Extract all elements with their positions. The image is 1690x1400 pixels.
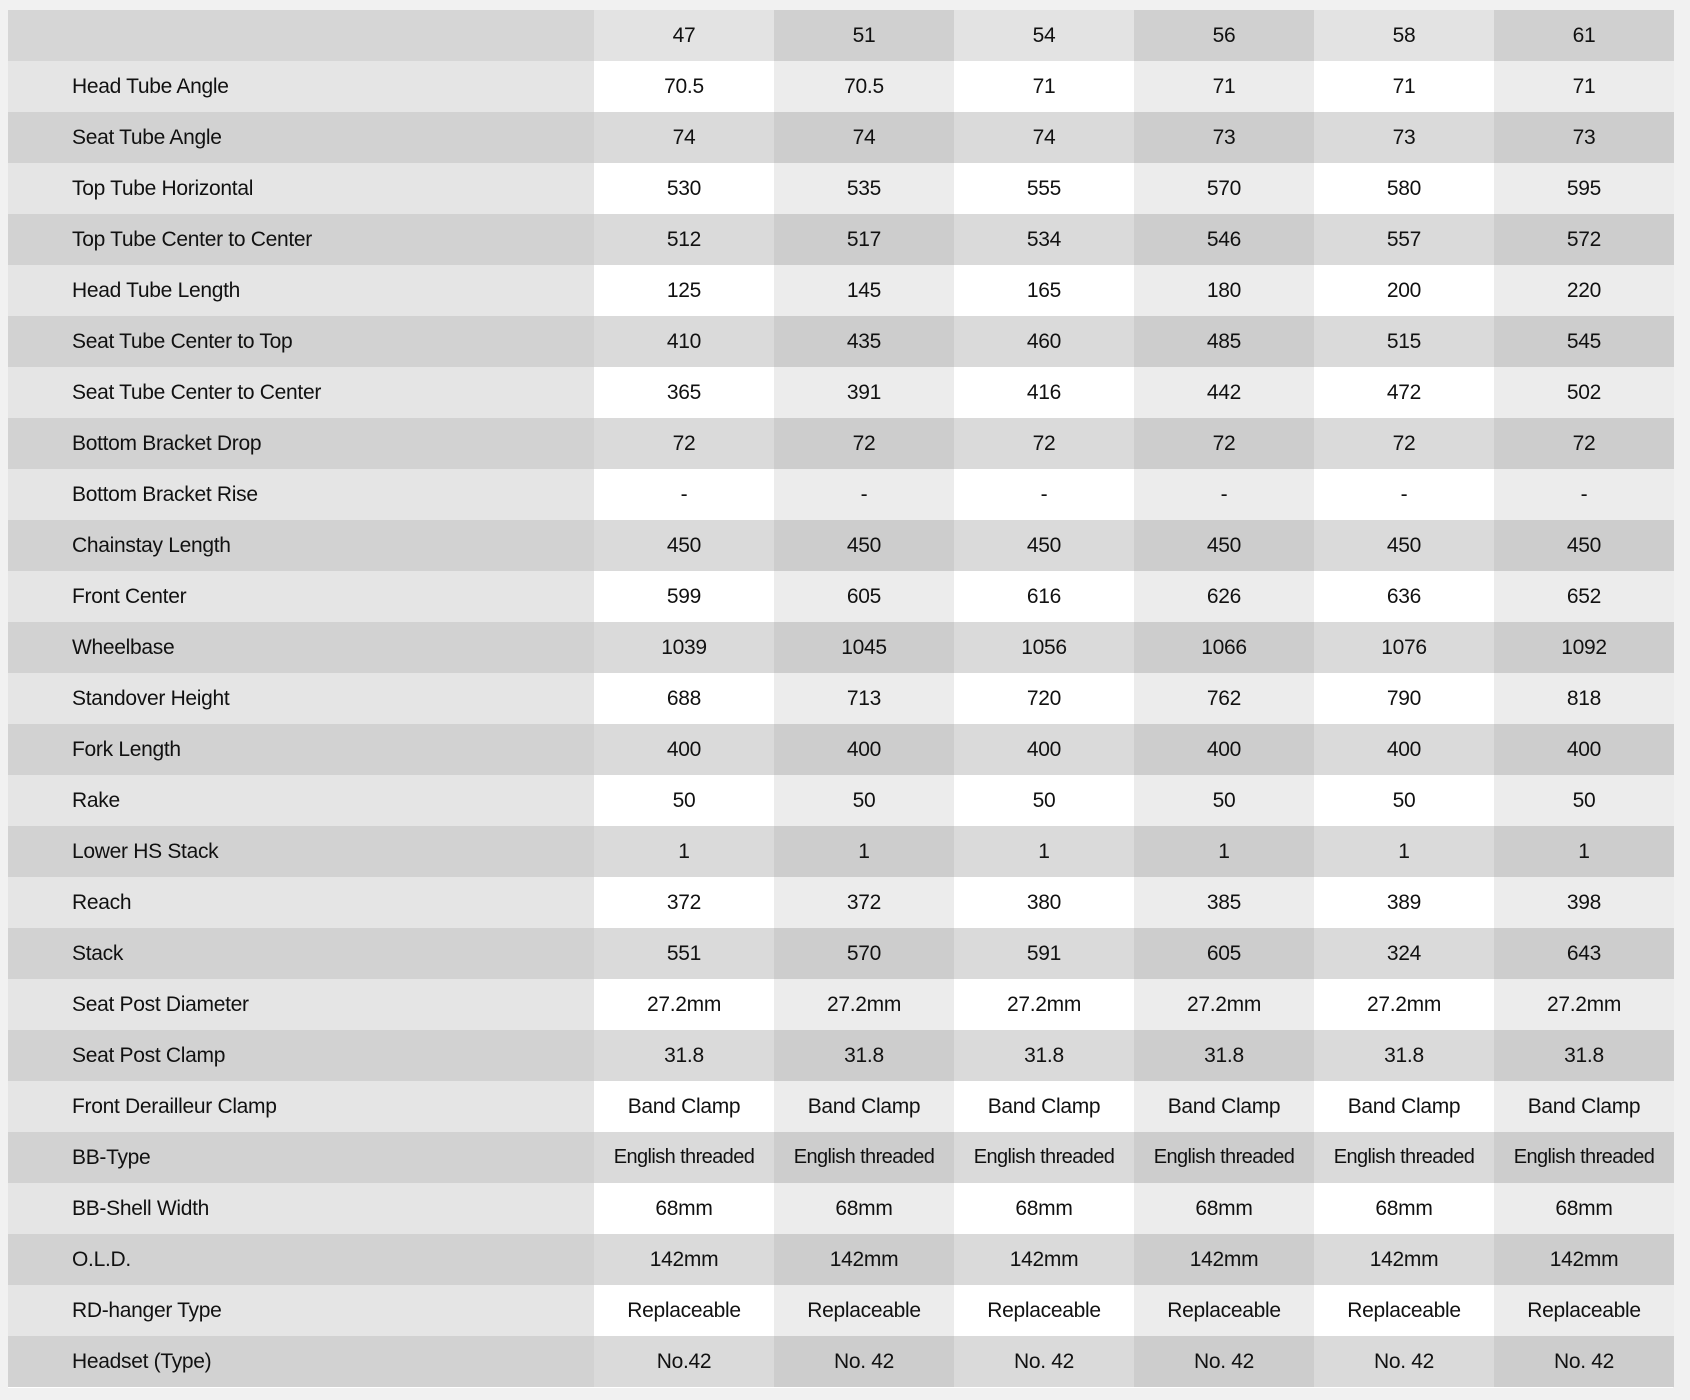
table-cell: 1	[774, 826, 954, 877]
table-cell: 551	[594, 928, 774, 979]
table-cell: 385	[1134, 877, 1314, 928]
table-cell: 73	[1314, 112, 1494, 163]
table-cell: 142mm	[1314, 1234, 1494, 1285]
table-cell: 72	[1314, 418, 1494, 469]
table-cell: 595	[1494, 163, 1674, 214]
table-cell: 31.8	[1314, 1030, 1494, 1081]
table-cell: 720	[954, 673, 1134, 724]
size-header: 51	[774, 10, 954, 61]
table-cell: 71	[1494, 61, 1674, 112]
table-cell: 73	[1494, 112, 1674, 163]
table-cell: 27.2mm	[1134, 979, 1314, 1030]
table-cell: Replaceable	[774, 1285, 954, 1336]
table-cell: 460	[954, 316, 1134, 367]
table-row	[8, 316, 1674, 367]
table-cell: 398	[1494, 877, 1674, 928]
table-cell: 416	[954, 367, 1134, 418]
table-cell: 31.8	[954, 1030, 1134, 1081]
table-cell: English threaded	[1314, 1132, 1494, 1183]
row-label: RD-hanger Type	[8, 1285, 594, 1336]
table-cell: 450	[1314, 520, 1494, 571]
table-row	[8, 112, 1674, 163]
row-label: Rake	[8, 775, 594, 826]
table-cell: 762	[1134, 673, 1314, 724]
table-cell: 68mm	[594, 1183, 774, 1234]
table-cell: 502	[1494, 367, 1674, 418]
table-cell: 72	[954, 418, 1134, 469]
table-row	[8, 571, 1674, 622]
table-cell: 142mm	[1134, 1234, 1314, 1285]
table-row	[8, 1285, 1674, 1336]
table-cell: 435	[774, 316, 954, 367]
table-cell: 442	[1134, 367, 1314, 418]
table-row	[8, 265, 1674, 316]
table-cell: Band Clamp	[774, 1081, 954, 1132]
table-cell: 50	[1494, 775, 1674, 826]
table-cell: 27.2mm	[1494, 979, 1674, 1030]
table-cell: 517	[774, 214, 954, 265]
table-cell: Replaceable	[954, 1285, 1134, 1336]
table-cell: 515	[1314, 316, 1494, 367]
table-cell: 546	[1134, 214, 1314, 265]
table-cell: 31.8	[594, 1030, 774, 1081]
corner-cell	[8, 10, 594, 61]
table-cell: 27.2mm	[954, 979, 1134, 1030]
table-cell: 74	[594, 112, 774, 163]
table-cell: 1056	[954, 622, 1134, 673]
table-cell: 142mm	[954, 1234, 1134, 1285]
table-row	[8, 622, 1674, 673]
table-cell: 400	[594, 724, 774, 775]
row-label: Head Tube Length	[8, 265, 594, 316]
table-cell: 372	[594, 877, 774, 928]
table-cell: 27.2mm	[774, 979, 954, 1030]
table-cell: -	[1134, 469, 1314, 520]
row-label: Front Derailleur Clamp	[8, 1081, 594, 1132]
table-cell: 400	[954, 724, 1134, 775]
table-cell: 605	[774, 571, 954, 622]
table-cell: 72	[1134, 418, 1314, 469]
table-cell: 616	[954, 571, 1134, 622]
row-label: Stack	[8, 928, 594, 979]
table-cell: 68mm	[1134, 1183, 1314, 1234]
table-cell: 535	[774, 163, 954, 214]
table-cell: 50	[594, 775, 774, 826]
row-label: Head Tube Angle	[8, 61, 594, 112]
row-label: Seat Tube Center to Top	[8, 316, 594, 367]
table-row	[8, 1081, 1674, 1132]
table-cell: 605	[1134, 928, 1314, 979]
table-cell: No. 42	[774, 1336, 954, 1387]
table-row	[8, 1234, 1674, 1285]
table-cell: Replaceable	[1314, 1285, 1494, 1336]
table-cell: 599	[594, 571, 774, 622]
table-row	[8, 1030, 1674, 1081]
table-cell: 450	[774, 520, 954, 571]
table-row	[8, 163, 1674, 214]
table-cell: 450	[594, 520, 774, 571]
table-row	[8, 520, 1674, 571]
row-label: Bottom Bracket Drop	[8, 418, 594, 469]
table-cell: 572	[1494, 214, 1674, 265]
table-cell: 1092	[1494, 622, 1674, 673]
table-cell: Band Clamp	[1314, 1081, 1494, 1132]
table-row	[8, 775, 1674, 826]
row-label: Headset (Type)	[8, 1336, 594, 1387]
table-cell: No. 42	[1314, 1336, 1494, 1387]
table-cell: No. 42	[1134, 1336, 1314, 1387]
table-cell: 70.5	[594, 61, 774, 112]
table-cell: 68mm	[1314, 1183, 1494, 1234]
table-cell: 570	[1134, 163, 1314, 214]
table-cell: 1066	[1134, 622, 1314, 673]
table-cell: 142mm	[594, 1234, 774, 1285]
table-cell: 400	[1314, 724, 1494, 775]
row-label: Wheelbase	[8, 622, 594, 673]
table-row	[8, 826, 1674, 877]
table-cell: Band Clamp	[1494, 1081, 1674, 1132]
table-cell: 74	[954, 112, 1134, 163]
table-cell: 1045	[774, 622, 954, 673]
table-cell: 580	[1314, 163, 1494, 214]
row-label: O.L.D.	[8, 1234, 594, 1285]
table-cell: 626	[1134, 571, 1314, 622]
table-cell: 450	[1134, 520, 1314, 571]
table-cell: 389	[1314, 877, 1494, 928]
table-cell: 70.5	[774, 61, 954, 112]
table-cell: 557	[1314, 214, 1494, 265]
table-cell: 165	[954, 265, 1134, 316]
size-header: 54	[954, 10, 1134, 61]
size-header: 58	[1314, 10, 1494, 61]
table-cell: English threaded	[774, 1132, 954, 1183]
table-cell: 72	[594, 418, 774, 469]
table-cell: No.42	[594, 1336, 774, 1387]
table-cell: 71	[954, 61, 1134, 112]
table-cell: 27.2mm	[594, 979, 774, 1030]
table-cell: 142mm	[774, 1234, 954, 1285]
geometry-table	[8, 10, 1674, 1387]
row-label: Seat Tube Center to Center	[8, 367, 594, 418]
table-cell: 530	[594, 163, 774, 214]
table-cell: 400	[774, 724, 954, 775]
table-cell: 400	[1134, 724, 1314, 775]
table-cell: Replaceable	[1494, 1285, 1674, 1336]
row-label: BB-Shell Width	[8, 1183, 594, 1234]
table-cell: 485	[1134, 316, 1314, 367]
table-cell: No. 42	[1494, 1336, 1674, 1387]
table-cell: 570	[774, 928, 954, 979]
table-cell: 1	[954, 826, 1134, 877]
table-cell: 450	[1494, 520, 1674, 571]
table-row	[8, 61, 1674, 112]
row-label: Standover Height	[8, 673, 594, 724]
table-cell: 450	[954, 520, 1134, 571]
table-row	[8, 1336, 1674, 1387]
table-cell: Replaceable	[1134, 1285, 1314, 1336]
table-cell: Band Clamp	[1134, 1081, 1314, 1132]
table-cell: 50	[1134, 775, 1314, 826]
table-cell: 68mm	[1494, 1183, 1674, 1234]
table-cell: 31.8	[1494, 1030, 1674, 1081]
table-cell: 391	[774, 367, 954, 418]
table-cell: 1	[1134, 826, 1314, 877]
table-row	[8, 1183, 1674, 1234]
table-cell: 1	[1494, 826, 1674, 877]
size-header: 56	[1134, 10, 1314, 61]
table-cell: 31.8	[774, 1030, 954, 1081]
table-cell: 380	[954, 877, 1134, 928]
row-label: Lower HS Stack	[8, 826, 594, 877]
geometry-sheet	[8, 10, 1673, 1388]
table-cell: 50	[1314, 775, 1494, 826]
table-cell: 180	[1134, 265, 1314, 316]
table-row	[8, 418, 1674, 469]
row-label: Seat Tube Angle	[8, 112, 594, 163]
table-cell: 74	[774, 112, 954, 163]
table-cell: -	[594, 469, 774, 520]
row-label: Chainstay Length	[8, 520, 594, 571]
table-cell: 512	[594, 214, 774, 265]
table-cell: 220	[1494, 265, 1674, 316]
table-cell: 324	[1314, 928, 1494, 979]
table-cell: 142mm	[1494, 1234, 1674, 1285]
table-cell: 72	[774, 418, 954, 469]
table-cell: 68mm	[954, 1183, 1134, 1234]
table-cell: No. 42	[954, 1336, 1134, 1387]
table-cell: 713	[774, 673, 954, 724]
table-cell: 372	[774, 877, 954, 928]
table-cell: 652	[1494, 571, 1674, 622]
row-label: Fork Length	[8, 724, 594, 775]
table-row	[8, 928, 1674, 979]
table-cell: 643	[1494, 928, 1674, 979]
table-cell: 71	[1314, 61, 1494, 112]
table-cell: 818	[1494, 673, 1674, 724]
table-cell: 365	[594, 367, 774, 418]
table-cell: Band Clamp	[954, 1081, 1134, 1132]
table-cell: -	[1314, 469, 1494, 520]
table-cell: 72	[1494, 418, 1674, 469]
table-cell: 400	[1494, 724, 1674, 775]
table-row	[8, 724, 1674, 775]
table-cell: -	[774, 469, 954, 520]
table-cell: English threaded	[954, 1132, 1134, 1183]
table-row	[8, 469, 1674, 520]
table-cell: Band Clamp	[594, 1081, 774, 1132]
row-label: Front Center	[8, 571, 594, 622]
table-cell: 1	[594, 826, 774, 877]
size-header: 61	[1494, 10, 1674, 61]
table-cell: 534	[954, 214, 1134, 265]
table-cell: 31.8	[1134, 1030, 1314, 1081]
row-label: Reach	[8, 877, 594, 928]
table-cell: 125	[594, 265, 774, 316]
table-row	[8, 214, 1674, 265]
table-cell: Replaceable	[594, 1285, 774, 1336]
table-body	[8, 61, 1674, 1387]
table-row	[8, 367, 1674, 418]
row-label: Bottom Bracket Rise	[8, 469, 594, 520]
table-cell: 555	[954, 163, 1134, 214]
row-label: Seat Post Clamp	[8, 1030, 594, 1081]
row-label: Top Tube Horizontal	[8, 163, 594, 214]
table-cell: 145	[774, 265, 954, 316]
table-cell: -	[954, 469, 1134, 520]
table-cell: 68mm	[774, 1183, 954, 1234]
table-cell: 410	[594, 316, 774, 367]
table-cell: 790	[1314, 673, 1494, 724]
table-cell: 50	[954, 775, 1134, 826]
row-label: Seat Post Diameter	[8, 979, 594, 1030]
table-row	[8, 877, 1674, 928]
table-cell: English threaded	[594, 1132, 774, 1183]
table-cell: 200	[1314, 265, 1494, 316]
header-row	[8, 10, 1674, 61]
row-label: Top Tube Center to Center	[8, 214, 594, 265]
row-label: BB-Type	[8, 1132, 594, 1183]
table-cell: English threaded	[1134, 1132, 1314, 1183]
table-row	[8, 673, 1674, 724]
table-cell: 73	[1134, 112, 1314, 163]
table-cell: 71	[1134, 61, 1314, 112]
size-header: 47	[594, 10, 774, 61]
table-cell: 472	[1314, 367, 1494, 418]
table-cell: 1039	[594, 622, 774, 673]
table-cell: English threaded	[1494, 1132, 1674, 1183]
table-cell: 688	[594, 673, 774, 724]
table-cell: 545	[1494, 316, 1674, 367]
table-cell: -	[1494, 469, 1674, 520]
table-cell: 1	[1314, 826, 1494, 877]
table-cell: 591	[954, 928, 1134, 979]
table-row	[8, 979, 1674, 1030]
table-cell: 636	[1314, 571, 1494, 622]
table-cell: 27.2mm	[1314, 979, 1494, 1030]
table-cell: 50	[774, 775, 954, 826]
table-row	[8, 1132, 1674, 1183]
table-cell: 1076	[1314, 622, 1494, 673]
